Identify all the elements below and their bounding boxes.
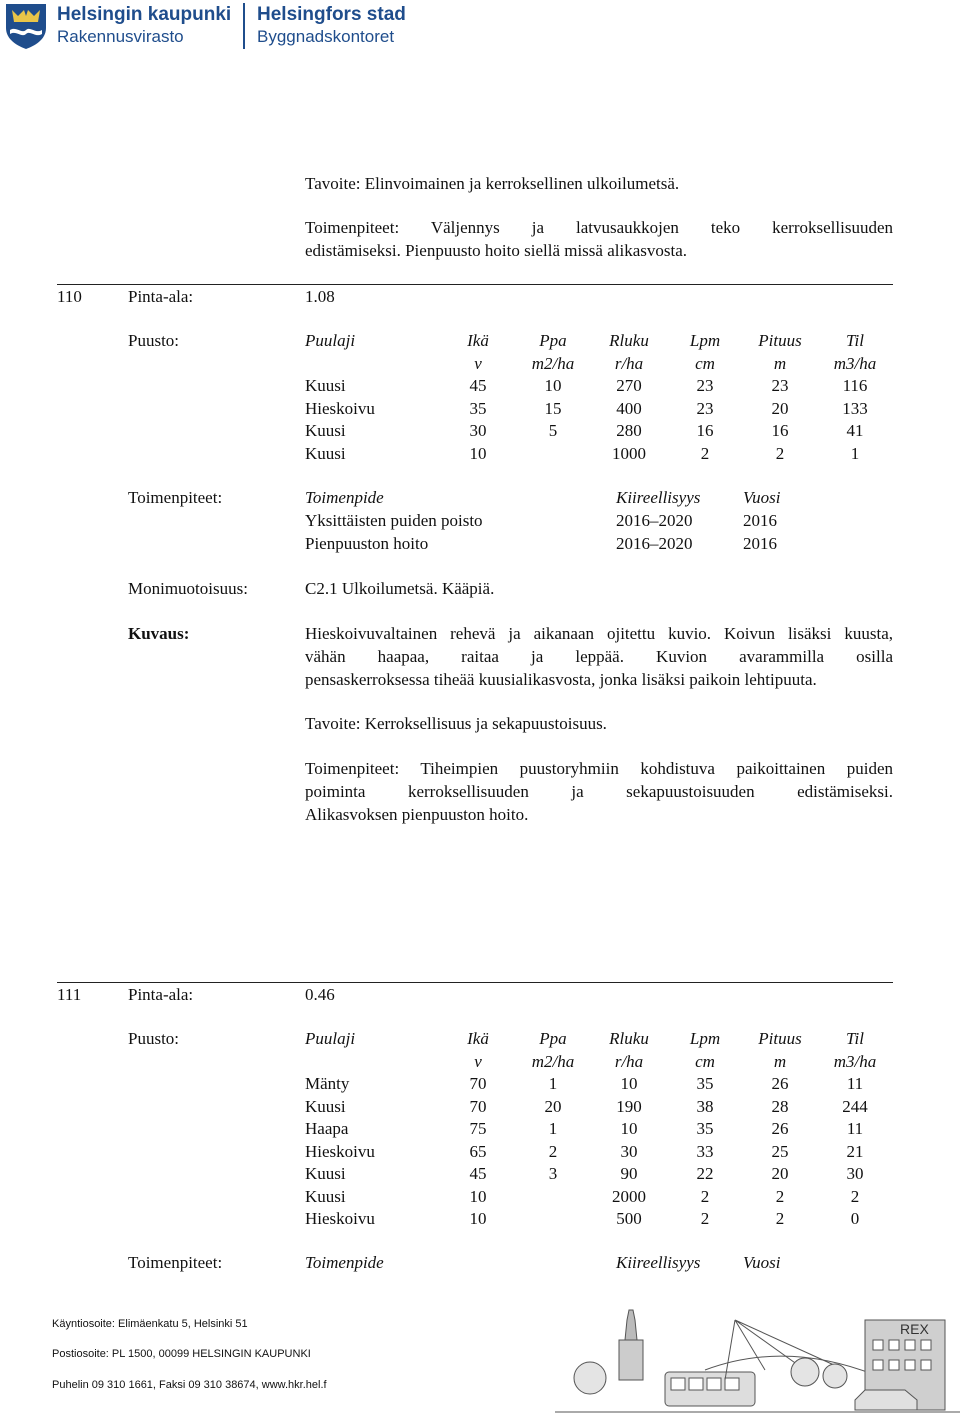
table-header-unit: m2/ha (531, 1051, 575, 1071)
table-header-unit: r/ha (614, 353, 644, 373)
op-header-toimenpide: Toimenpide (305, 1253, 384, 1272)
city-scene-icon (555, 1300, 960, 1418)
header-divider (243, 3, 245, 49)
stand-number: 111 (57, 985, 82, 1004)
table-header-cell: Lpm (689, 331, 721, 350)
table-cell: 90 (620, 1164, 638, 1183)
table-cell: 2 (775, 1209, 785, 1228)
footer-postal: Postiosoite: PL 1500, 00099 HELSINGIN KAUPUNKI (52, 1348, 311, 1360)
table-header-cell: Til (846, 331, 864, 350)
table-cell: 10 (620, 1074, 638, 1093)
table-cell: 30 (469, 421, 487, 440)
table-cell: 41 (846, 421, 864, 440)
kuvaus-label: Kuvaus: (128, 624, 190, 643)
table-cell: 28 (771, 1096, 789, 1116)
table-cell: 400 (616, 398, 642, 418)
toimenpiteet-label: Toimenpiteet: (128, 1253, 223, 1272)
table-header-cell: Ikä (467, 331, 489, 350)
table-cell: Haapa (305, 1119, 349, 1138)
table-cell: 20 (771, 398, 789, 418)
table-cell: 16 (696, 421, 714, 440)
table-header-unit: cm (695, 353, 715, 373)
table-cell: 22 (696, 1164, 714, 1183)
table-cell: 23 (696, 376, 714, 395)
table-cell: 2 (700, 443, 710, 463)
table-header-unit: m3/ha (833, 353, 877, 373)
table-cell: 3 (548, 1164, 558, 1183)
table-cell: 10 (469, 443, 487, 463)
table-cell: Kuusi (305, 421, 346, 440)
table-cell: 23 (771, 376, 789, 395)
table-header-cell: Ikä (467, 1029, 489, 1048)
op-row-kiireellisyys: 2016–2020 (616, 511, 693, 530)
footer-illustration (555, 1300, 960, 1418)
table-cell: 70 (469, 1074, 487, 1093)
table-cell: 21 (846, 1141, 864, 1161)
table-cell: 10 (620, 1119, 638, 1138)
op-header-vuosi: Vuosi (743, 1253, 781, 1272)
table-cell: 65 (469, 1141, 487, 1161)
table-cell: 10 (469, 1186, 487, 1206)
monimuotoisuus-value: C2.1 Ulkoilumetsä. Kääpiä. (305, 579, 495, 598)
table-cell: 2 (700, 1209, 710, 1228)
table-header-cell: Rluku (609, 331, 649, 350)
table-cell: Kuusi (305, 1096, 346, 1116)
table-cell: 70 (469, 1096, 487, 1116)
table-cell: 190 (616, 1096, 642, 1116)
table-cell: 75 (469, 1119, 487, 1138)
table-header-cell: Puulaji (305, 331, 356, 350)
table-cell: 45 (469, 376, 487, 395)
table-cell: 1 (850, 443, 860, 463)
org-name-sv: Helsingfors stad (257, 4, 406, 25)
table-cell: 35 (696, 1074, 714, 1093)
sign-text: REX (900, 1321, 929, 1337)
area-value: 0.46 (305, 985, 335, 1004)
table-cell: 2 (775, 1186, 785, 1206)
table-cell: 16 (771, 421, 789, 440)
table-cell: Kuusi (305, 443, 346, 463)
table-header-cell: Rluku (609, 1029, 649, 1048)
table-cell: 26 (771, 1074, 789, 1093)
table-cell: 2 (700, 1186, 710, 1206)
table-cell: 116 (842, 376, 868, 395)
table-header-cell: Til (846, 1029, 864, 1048)
toimenpiteet-text-line1: Toimenpiteet: Tiheimpien puustoryhmiin kohdistuva paikoittainen puiden (305, 759, 893, 778)
dept-name-sv: Byggnadskontoret (257, 27, 395, 46)
table-cell: 35 (469, 398, 487, 418)
table-cell: Mänty (305, 1074, 350, 1093)
table-cell: 2 (850, 1186, 860, 1206)
table-header-unit: cm (695, 1051, 715, 1071)
table-cell: 38 (696, 1096, 714, 1116)
table-cell: 1 (548, 1119, 558, 1138)
kuvaus-line3: pensaskerroksessa tiheää kuusialikasvosta, jonka lisäksi paikoin lehtipuuta. (305, 670, 817, 689)
table-cell: Kuusi (305, 1186, 346, 1206)
header-logo (4, 2, 48, 50)
org-name-fi: Helsingin kaupunki (57, 4, 232, 25)
area-value: 1.08 (305, 287, 335, 306)
table-cell: 1 (548, 1074, 558, 1093)
table-cell: Hieskoivu (305, 398, 375, 418)
dept-name-fi: Rakennusvirasto (57, 27, 184, 46)
table-cell: 23 (696, 398, 714, 418)
table-header-cell: Pituus (758, 331, 802, 350)
table-cell: 11 (846, 1119, 864, 1138)
table-cell: 35 (696, 1119, 714, 1138)
table-header-unit: m (773, 353, 787, 373)
footer-contact: Puhelin 09 310 1661, Faksi 09 310 38674, www.hkr.hel.f (52, 1379, 327, 1391)
monimuotoisuus-label: Monimuotoisuus: (128, 579, 248, 598)
puusto-label: Puusto: (128, 331, 180, 350)
table-cell: 10 (469, 1209, 487, 1228)
area-label: Pinta-ala: (128, 287, 194, 306)
table-header-unit: m3/ha (833, 1051, 877, 1071)
tavoite: Tavoite: Kerroksellisuus ja sekapuustoisuus. (305, 714, 607, 733)
table-cell: 5 (548, 421, 558, 440)
table-cell: 2000 (612, 1186, 646, 1206)
prev-tavoite: Tavoite: Elinvoimainen ja kerroksellinen ulkoilumetsä. (305, 174, 680, 193)
table-cell: 2 (775, 443, 785, 463)
kuvaus-line1: Hieskoivuvaltainen rehevä ja aikanaan ojitettu kuvio. Koivun lisäksi kuusta, (305, 624, 893, 643)
footer-address: Käyntiosoite: Elimäenkatu 5, Helsinki 51 (52, 1318, 248, 1330)
op-row-vuosi: 2016 (743, 534, 777, 553)
table-header-unit: m2/ha (531, 353, 575, 373)
table-cell: 20 (544, 1096, 562, 1116)
table-header-unit: r/ha (614, 1051, 644, 1071)
table-header-unit: m (773, 1051, 787, 1071)
area-label: Pinta-ala: (128, 985, 194, 1004)
table-cell: 1000 (612, 443, 646, 463)
table-cell: 11 (846, 1074, 864, 1093)
op-row-kiireellisyys: 2016–2020 (616, 534, 693, 553)
table-cell: Kuusi (305, 1164, 346, 1183)
table-header-cell: Puulaji (305, 1029, 356, 1048)
table-cell: 270 (616, 376, 642, 395)
table-cell: Hieskoivu (305, 1209, 375, 1228)
table-cell: 30 (846, 1164, 864, 1183)
table-cell: 133 (842, 398, 868, 418)
toimenpiteet-label: Toimenpiteet: (128, 488, 223, 507)
op-row-toimenpide: Yksittäisten puiden poisto (305, 511, 483, 530)
kuvaus-line2: vähän haapaa, raitaa ja leppää. Kuvion avarammilla osilla (305, 647, 893, 666)
op-header-toimenpide: Toimenpide (305, 488, 384, 507)
table-cell: 25 (771, 1141, 789, 1161)
table-header-cell: Lpm (689, 1029, 721, 1048)
prev-toimenpiteet-line2: edistämiseksi. Pienpuusto hoito siellä missä alikasvosta. (305, 241, 687, 260)
table-cell: 26 (771, 1119, 789, 1138)
city-crest-icon (4, 2, 48, 50)
table-header-unit: v (474, 1051, 482, 1071)
op-row-toimenpide: Pienpuuston hoito (305, 534, 429, 553)
table-cell: 30 (620, 1141, 638, 1161)
op-header-vuosi: Vuosi (743, 488, 781, 507)
table-cell: 280 (616, 421, 642, 440)
prev-toimenpiteet-line1: Toimenpiteet: Väljennys ja latvusaukkojen teko kerroksellisuuden (305, 218, 893, 237)
table-cell: 2 (548, 1141, 558, 1161)
section-divider (57, 982, 893, 983)
table-cell: 15 (544, 398, 562, 418)
table-cell: 0 (850, 1209, 860, 1228)
stand-number: 110 (57, 287, 82, 306)
table-cell: Kuusi (305, 376, 346, 395)
table-cell: 10 (544, 376, 562, 395)
table-cell: 33 (696, 1141, 714, 1161)
op-header-kiireellisyys: Kiireellisyys (616, 488, 701, 507)
table-header-cell: Ppa (539, 1029, 567, 1048)
table-cell: 45 (469, 1164, 487, 1183)
table-header-cell: Ppa (539, 331, 567, 350)
op-header-kiireellisyys: Kiireellisyys (616, 1253, 701, 1272)
table-header-unit: v (474, 353, 482, 373)
table-cell: 244 (842, 1096, 868, 1116)
puusto-label: Puusto: (128, 1029, 180, 1048)
section-divider (57, 284, 893, 285)
table-cell: 500 (616, 1209, 642, 1228)
table-cell: Hieskoivu (305, 1141, 375, 1161)
toimenpiteet-text-line3: Alikasvoksen pienpuuston hoito. (305, 805, 529, 824)
table-cell: 20 (771, 1164, 789, 1183)
op-row-vuosi: 2016 (743, 511, 777, 530)
toimenpiteet-text-line2: poiminta kerroksellisuuden ja sekapuustoisuuden edistämiseksi. (305, 782, 893, 801)
table-header-cell: Pituus (758, 1029, 802, 1048)
